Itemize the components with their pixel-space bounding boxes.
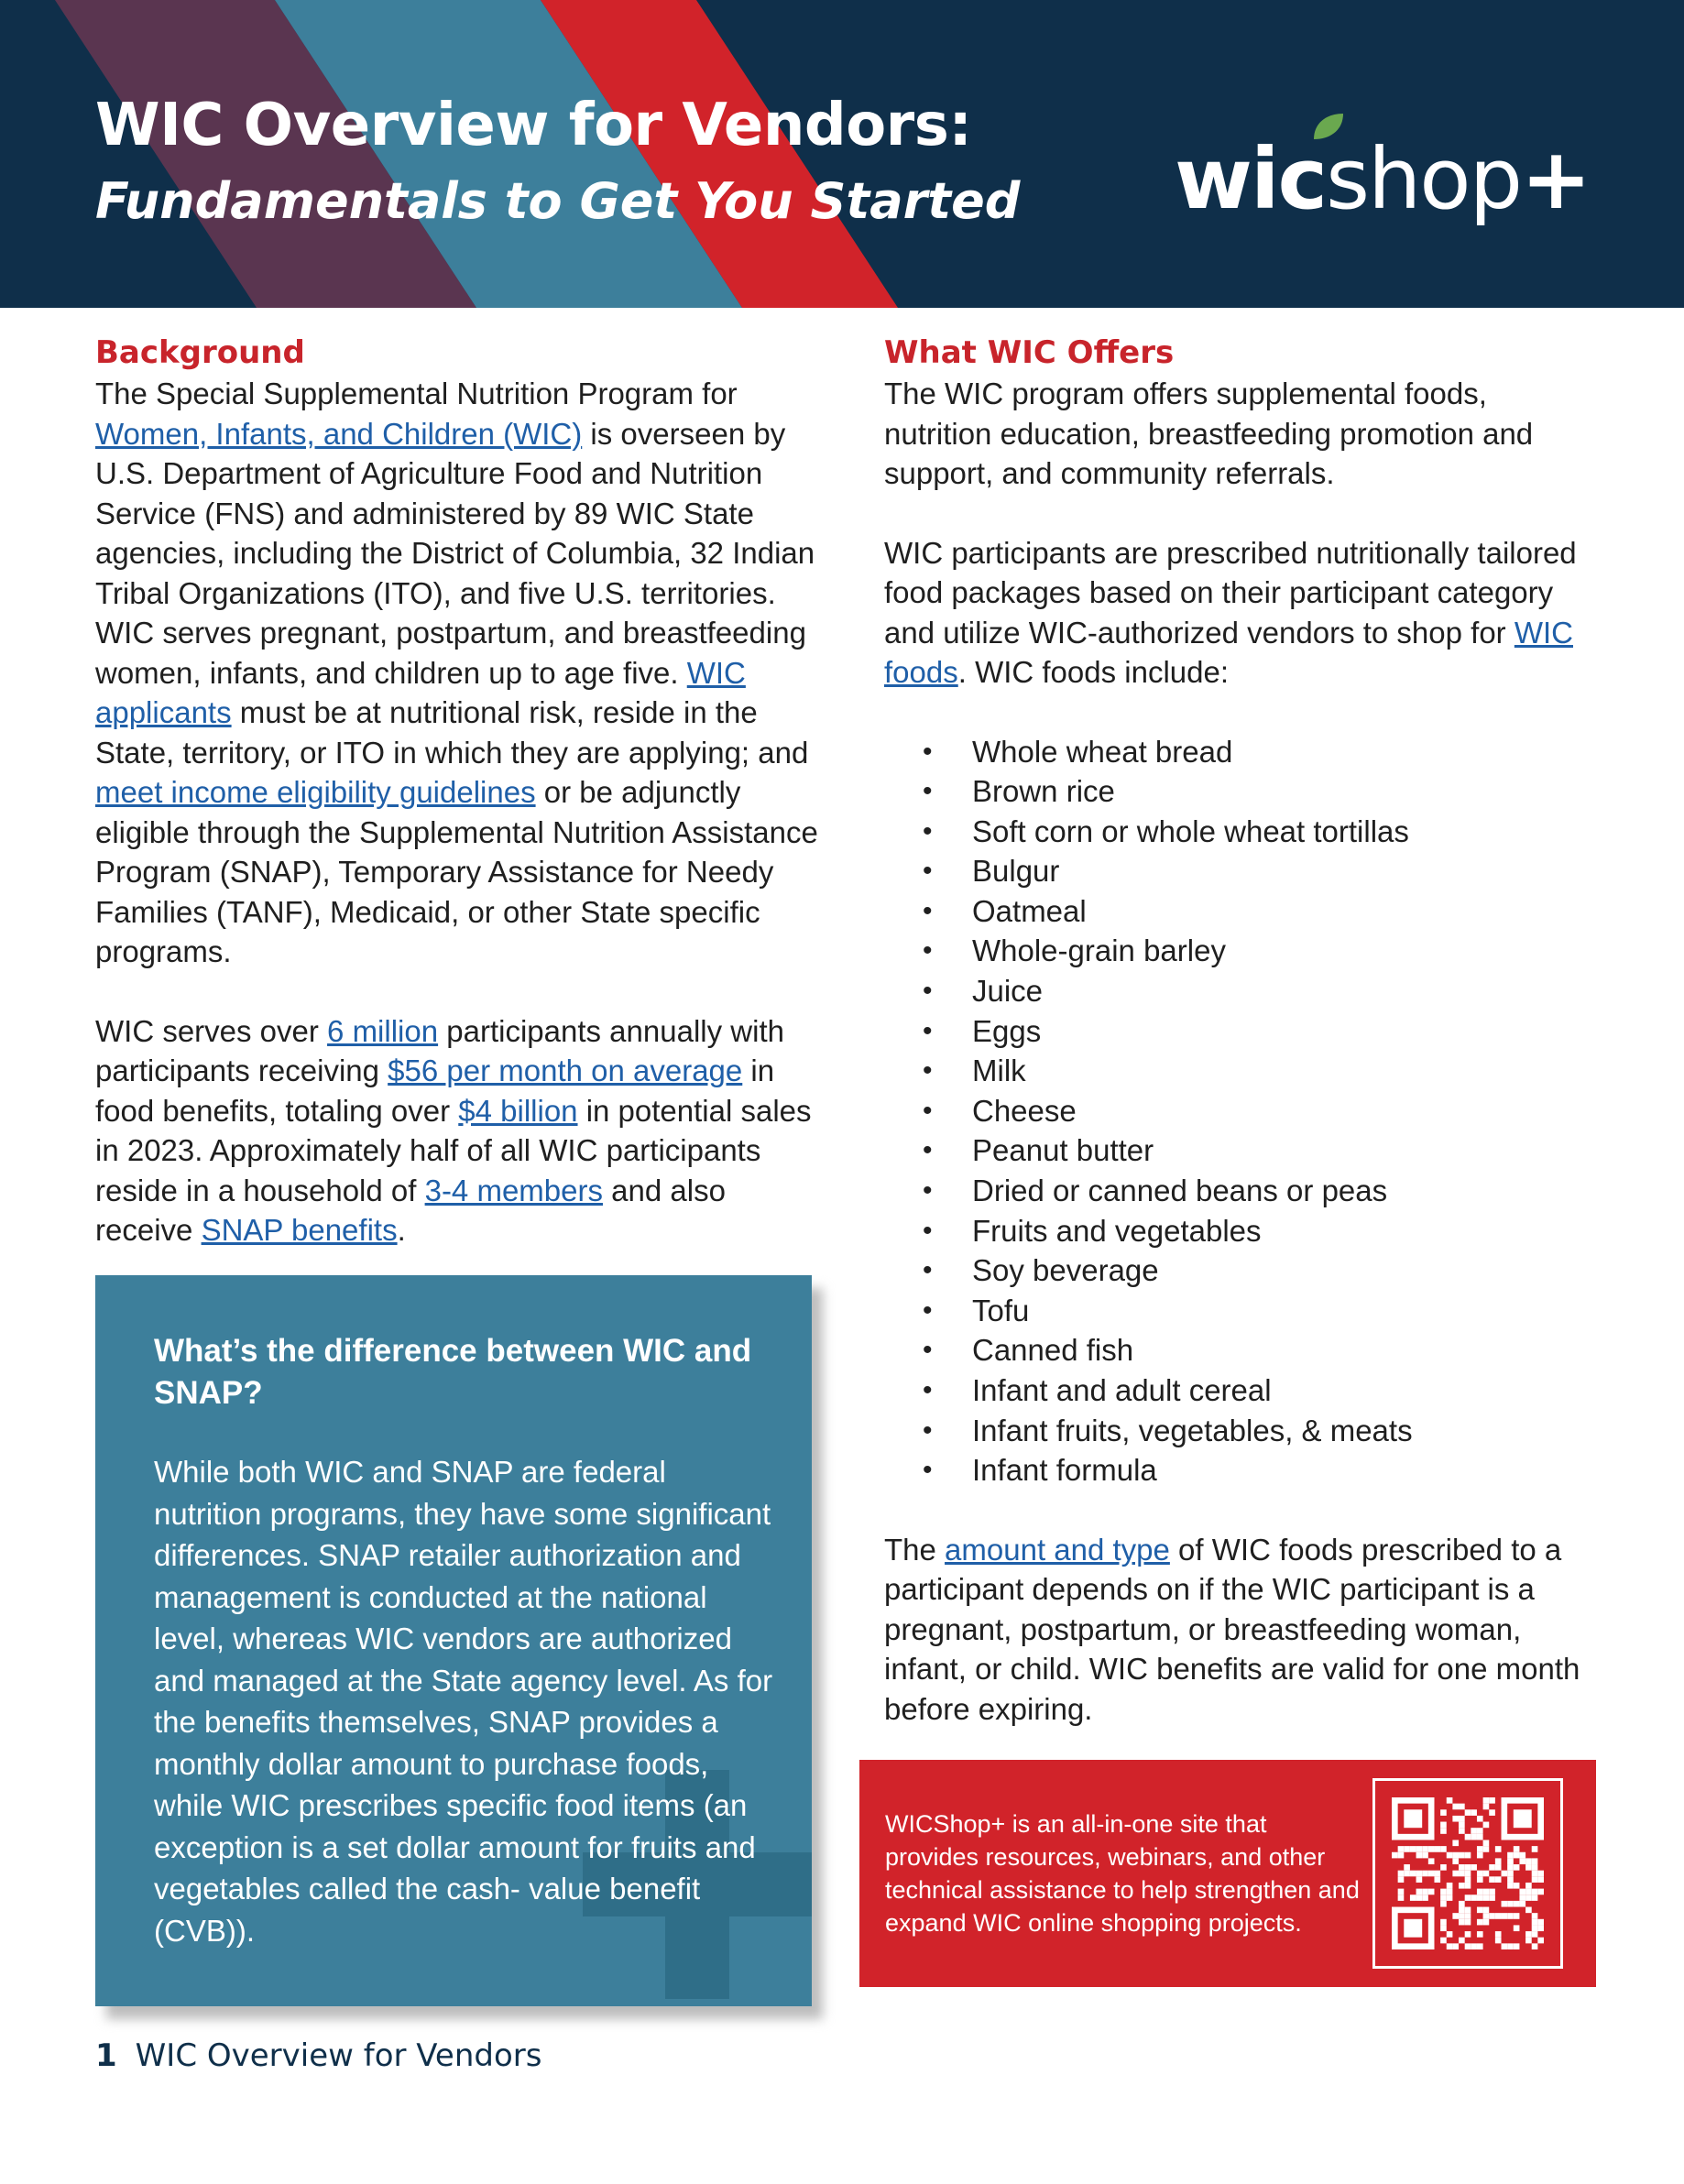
link-3-4-members[interactable]: 3-4 members xyxy=(424,1173,603,1207)
food-list-item: • Whole-grain barley xyxy=(923,931,1599,971)
link-4-billion[interactable]: $4 billion xyxy=(458,1093,578,1128)
offers-paragraph-1: The WIC program offers supplemental foods, nutrition education, breastfeeding promotion and support, and community referrals. xyxy=(884,377,1534,490)
background-paragraph-1: The Special Supplemental Nutrition Program for Women, Infants, and Children (WIC) is overseen by U.S. Department of Agriculture Food and Nutrition Service (FNS) and administered by 89 WIC State agencies, including the District of Columbia, 32 Indian Tribal Organizations (ITO), and five U.S. territories. WIC serves pregnant, postpartum, and breastfeeding women, infants, and children up to age five. WIC applicants must be at nutritional risk, reside in the State, territory, or ITO in which they are applying; and meet income eligibility guidelines or be adjunctly eligible through the Supplemental Nutrition Assistance Program (SNAP), Temporary Assistance for Needy Families (TANF), Medicaid, or other State specific programs. xyxy=(95,377,818,968)
wicshop-logo xyxy=(1175,112,1614,231)
food-list-item: • Oatmeal xyxy=(923,891,1599,932)
offers-heading: What WIC Offers xyxy=(884,334,1175,371)
food-list-item: • Infant fruits, vegetables, & meats xyxy=(923,1411,1599,1451)
page-title: WIC Overview for Vendors: xyxy=(95,92,972,159)
food-list-item: • Soft corn or whole wheat tortillas xyxy=(923,812,1599,852)
logo-shop: shop xyxy=(1326,130,1521,228)
logo-plus: + xyxy=(1521,130,1591,228)
header-banner xyxy=(0,0,1684,308)
link-56-per-month[interactable]: $56 per month on average xyxy=(388,1054,743,1087)
right-column xyxy=(884,332,1599,1768)
qr-code[interactable] xyxy=(1372,1778,1563,1969)
background-heading: Background xyxy=(95,334,305,371)
food-list-item: • Brown rice xyxy=(923,771,1599,812)
promo-text: WICShop+ is an all-in-one site that provides resources, webinars, and other technical assistance to help strengthen and expand WIC online shopping projects. xyxy=(885,1810,1360,1937)
food-list-item: • Milk xyxy=(923,1051,1599,1091)
link-wic-program[interactable]: Women, Infants, and Children (WIC) xyxy=(95,416,583,451)
page-number: 1 xyxy=(95,2037,117,2074)
food-list-item: • Peanut butter xyxy=(923,1130,1599,1171)
qr-code-icon xyxy=(1392,1797,1544,1949)
food-list-item: • Whole wheat bread xyxy=(923,732,1599,772)
food-list-item: • Infant and adult cereal xyxy=(923,1370,1599,1411)
link-amount-and-type[interactable]: amount and type xyxy=(945,1532,1170,1567)
page-subtitle: Fundamentals to Get You Started xyxy=(95,172,1021,230)
offers-paragraph-3: The amount and type of WIC foods prescribed to a participant depends on if the WIC participant is a pregnant, postpartum, or breastfeeding woman, infant, or child. WIC benefits are valid for one month before expiring. xyxy=(884,1532,1580,1726)
left-column xyxy=(95,332,819,1290)
background-paragraph-2: WIC serves over 6 million participants annually with participants receiving $56 per month on average in food benefits, totaling over $4 billion in potential sales in 2023. Approximately half of all WIC participants reside in a household of 3-4 members and also receive SNAP benefits. xyxy=(95,1013,812,1247)
link-6-million[interactable]: 6 million xyxy=(327,1013,439,1048)
wic-foods-list xyxy=(923,732,1599,1491)
food-list-item: • Fruits and vegetables xyxy=(923,1211,1599,1251)
food-list-item: • Cheese xyxy=(923,1091,1599,1131)
page-footer xyxy=(95,2037,541,2074)
food-list-item: • Juice xyxy=(923,971,1599,1011)
link-wic-foods[interactable]: WIC foods xyxy=(884,615,1573,689)
link-income-eligibility[interactable]: meet income eligibility guidelines xyxy=(95,775,536,809)
wicshop-promo-box xyxy=(859,1760,1596,1987)
food-list-item: • Eggs xyxy=(923,1011,1599,1052)
food-list-item: • Bulgur xyxy=(923,851,1599,891)
food-list-item: • Canned fish xyxy=(923,1330,1599,1370)
food-list-item: • Soy beverage xyxy=(923,1250,1599,1291)
offers-paragraph-2: WIC participants are prescribed nutritionally tailored food packages based on their participant category and utilize WIC-authorized vendors to shop for WIC foods. WIC foods include: xyxy=(884,535,1577,689)
callout-body: While both WIC and SNAP are federal nutrition programs, they have some significant differences. SNAP retailer authorization and management is conducted at the national level, whereas WIC vendors are authorized and managed at the State agency level. As for the benefits themselves, SNAP provides a monthly dollar amount to purchase foods, while WIC prescribes specific food items (an exception is a set dollar amount for fruits and vegetables called the cash- value benefit (CVB)). xyxy=(154,1455,773,1948)
footer-label: WIC Overview for Vendors xyxy=(135,2037,542,2074)
food-list-item: • Dried or canned beans or peas xyxy=(923,1171,1599,1211)
link-snap-benefits[interactable]: SNAP benefits xyxy=(201,1213,398,1247)
wic-vs-snap-callout xyxy=(95,1275,812,2006)
logo-wic: wic xyxy=(1175,130,1327,228)
food-list-item: • Infant formula xyxy=(923,1450,1599,1491)
callout-heading: What’s the difference between WIC and SNAP? xyxy=(154,1333,752,1411)
food-list-item: • Tofu xyxy=(923,1291,1599,1331)
link-wic-applicants[interactable]: WIC applicants xyxy=(95,655,746,729)
